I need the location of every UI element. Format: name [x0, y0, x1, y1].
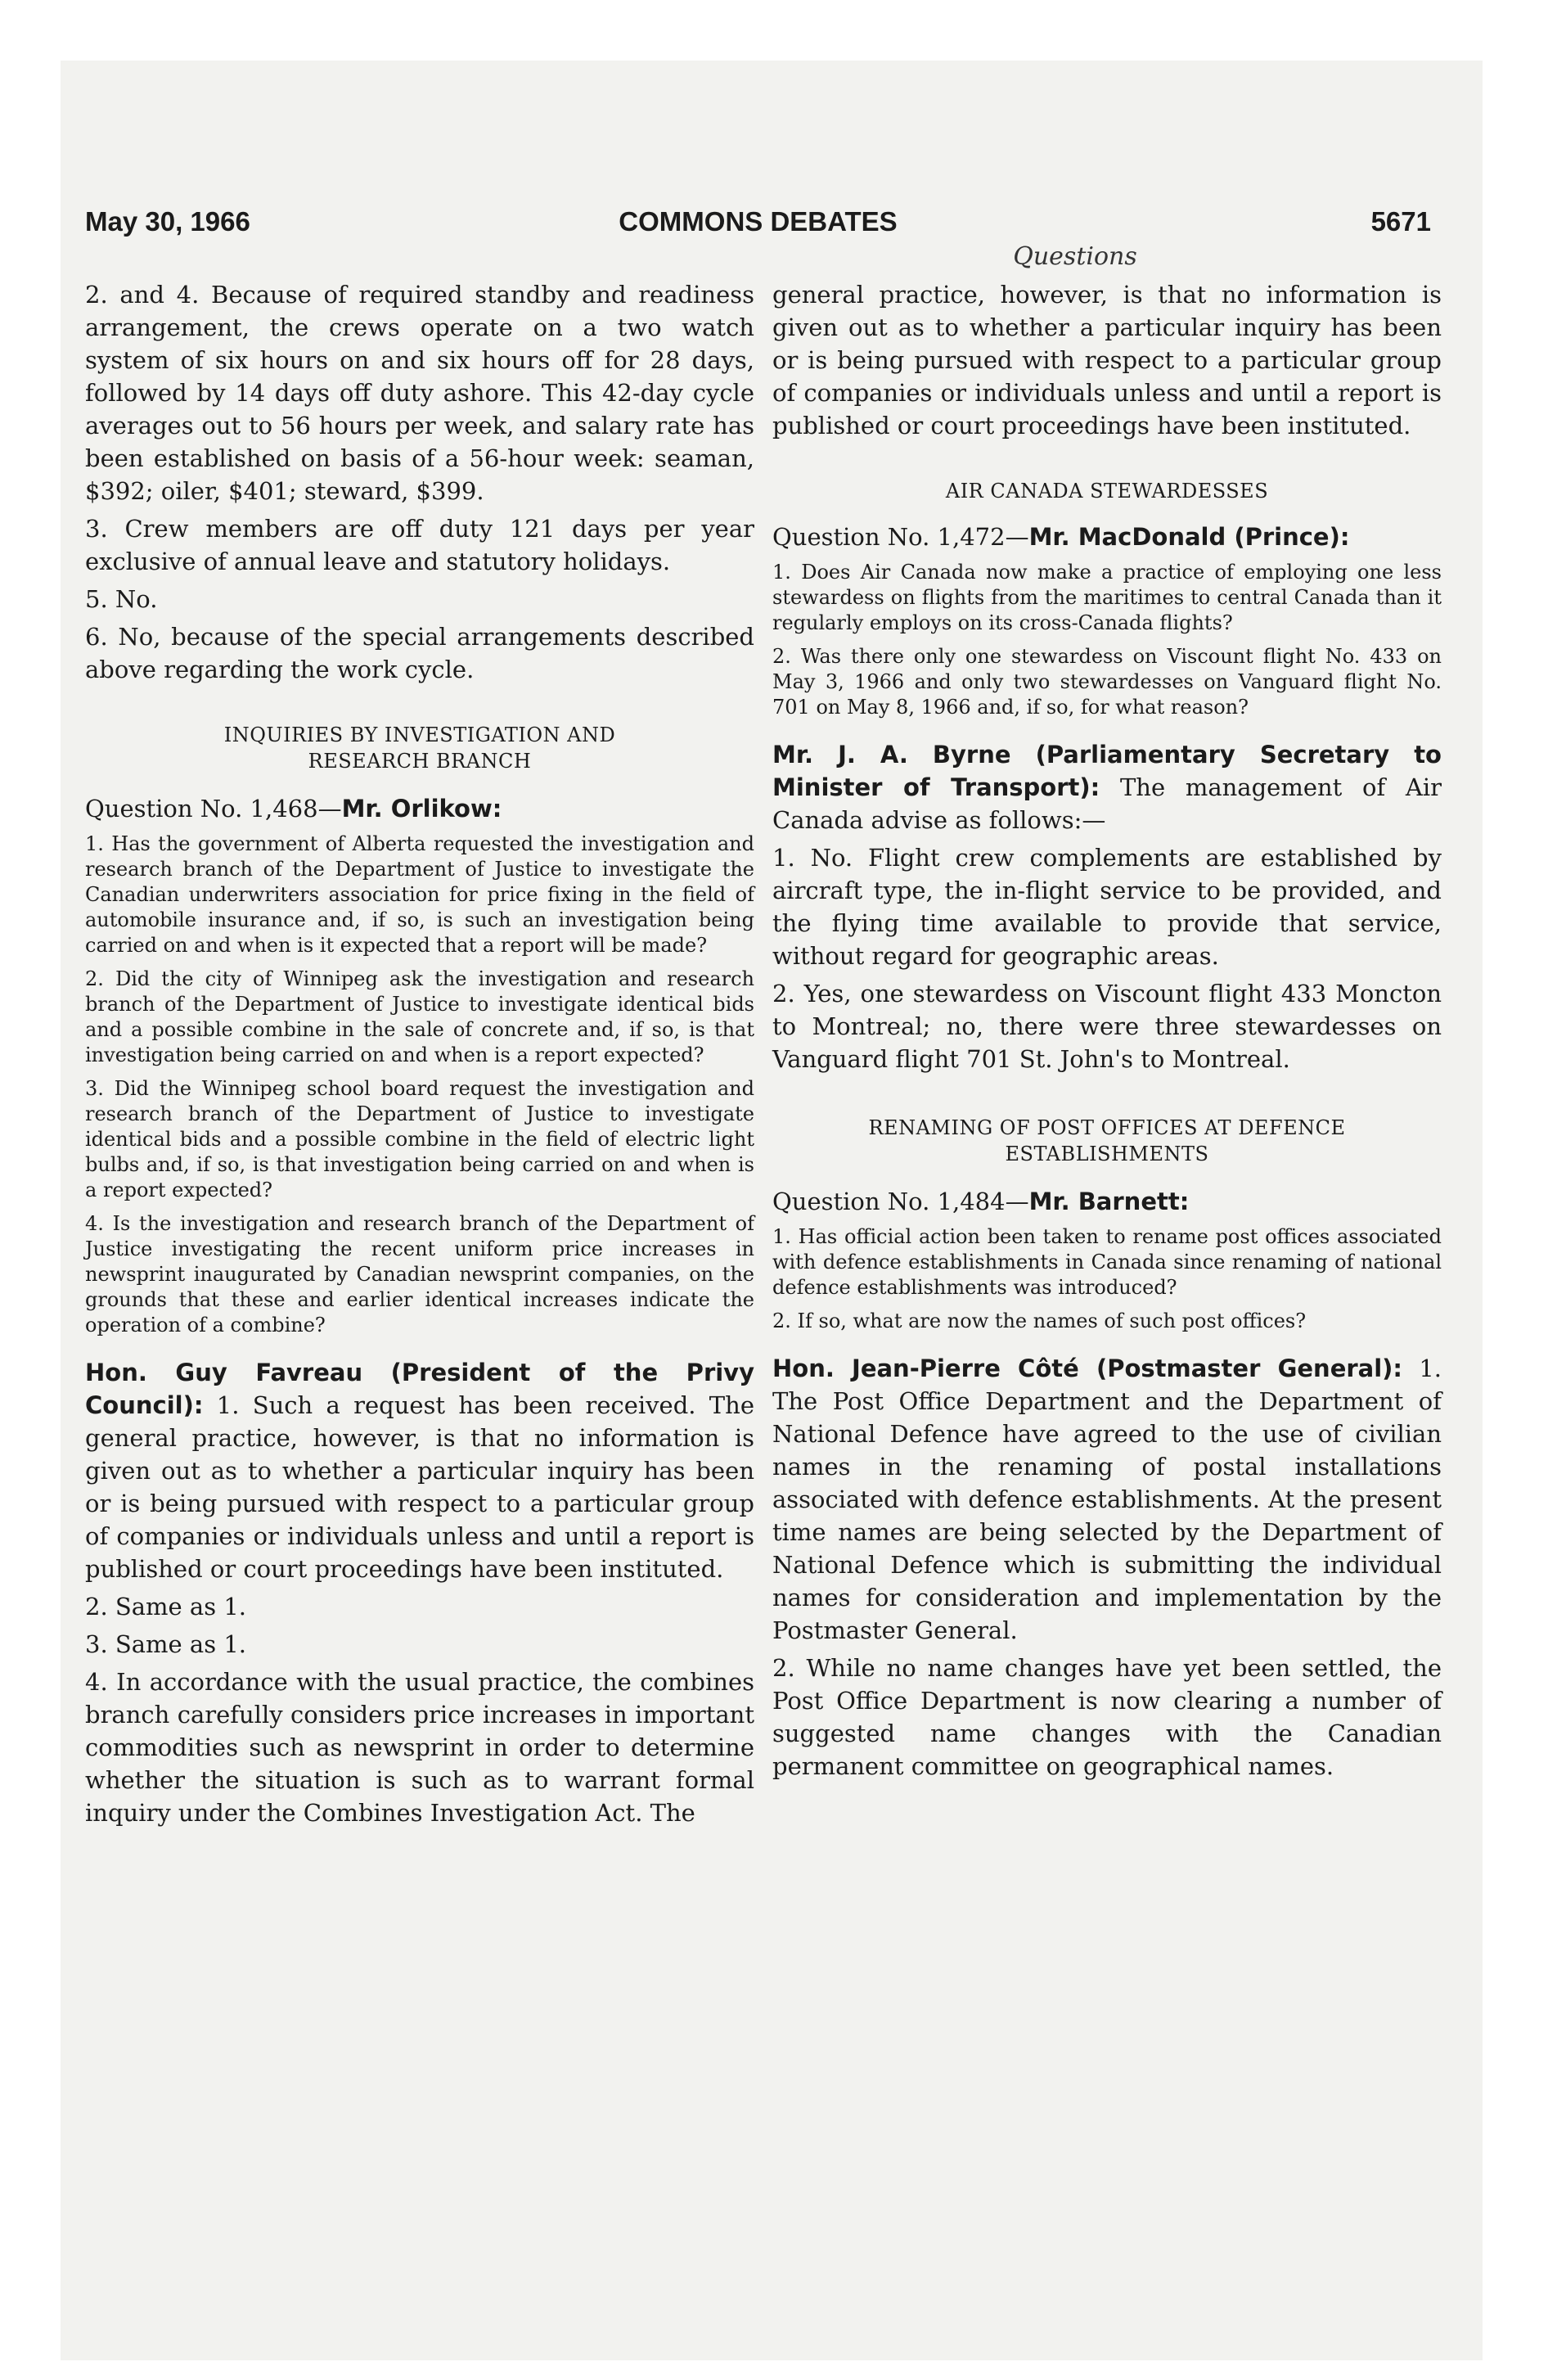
question-number: Question No. 1,468—	[85, 795, 342, 823]
right-column	[772, 278, 1442, 1783]
section-label: Questions	[1013, 242, 1137, 271]
paragraph: 2. and 4. Because of required standby and readiness arrangement, the crews operate on a two watch system of six hours on and six hours off for 28 days, followed by 14 days off duty ashore. This 42-day cycle averages out to 56 hours per week, and salary rate has been established on basis of a 56-hour week: seaman, $392; oiler, $401; steward, $399.	[85, 281, 754, 505]
question-item: 1. Has official action been taken to rename post offices associated with defence establishments in Canada since renaming of national defence establishments was introduced?	[772, 1225, 1442, 1299]
section-heading: RESEARCH BRANCH	[308, 750, 532, 773]
question-item: 2. If so, what are now the names of such post offices?	[772, 1309, 1307, 1332]
header-date: May 30, 1966	[85, 206, 250, 237]
header-page-number: 5671	[1370, 206, 1431, 237]
answer-text: The management of Air Canada advise as follows:—	[772, 773, 1442, 834]
question-item: 1. Has the government of Alberta requested the investigation and research branch of the Department of Justice to investigate the Canadian underwriters association for price fixing in the field of automobile insurance and, if so, is such an investigation being carried on and when is it expected that a report will be made?	[85, 832, 754, 957]
header-publication: COMMONS DEBATES	[619, 206, 898, 237]
paragraph: 2. Yes, one stewardess on Viscount flight 433 Moncton to Montreal; no, there were three stewardesses on Vanguard flight 701 St. John's to Montreal.	[772, 980, 1442, 1073]
paragraph: 5. No.	[85, 585, 158, 613]
running-header	[85, 206, 1431, 247]
answer-speaker: Hon. Guy Favreau (President of the Privy Council):	[85, 1359, 754, 1419]
question-number: Question No. 1,484—	[772, 1188, 1029, 1215]
question-item: 1. Does Air Canada now make a practice of employing one less stewardess on flights from the maritimes to central Canada than it regularly employs on its cross-Canada flights?	[772, 561, 1442, 634]
question-item: 2. Was there only one stewardess on Viscount flight No. 433 on May 3, 1966 and only two stewardesses on Vanguard flight No. 701 on May 8, 1966 and, if so, for what reason?	[772, 645, 1442, 719]
paragraph: 1. No. Flight crew complements are established by aircraft type, the in-flight service to be provided, and the flying time available to provide that service, without regard for geographic areas.	[772, 844, 1442, 970]
paragraph: 2. Same as 1.	[85, 1593, 246, 1620]
question-line	[772, 521, 1442, 553]
answer-speaker: Mr. J. A. Byrne (Parliamentary Secretary to Minister of Transport):	[772, 741, 1442, 801]
answer-text: 1. Such a request has been received. The general practice, however, is that no information is given out as to whether a particular inquiry has been or is being pursued with respect to a particular group of companies or individuals unless and until a report is published or court proceedings have been instituted.	[85, 1391, 754, 1583]
question-number: Question No. 1,472—	[772, 523, 1029, 551]
answer-paragraph	[772, 1352, 1442, 1647]
left-column	[85, 278, 754, 1829]
section-heading: ESTABLISHMENTS	[1005, 1143, 1209, 1165]
answer-text: 1. The Post Office Department and the Department of National Defence have agreed to the use of civilian names in the renaming of postal installations associated with defence establishments. At the present time names are being selected by the Department of National Defence which is submitting the individual names for consideration and implementation by the Postmaster General.	[772, 1355, 1442, 1644]
question-item: 2. Did the city of Winnipeg ask the investigation and research branch of the Department of Justice to investigate identical bids and a possible combine in the sale of concrete and, if so, is that investigation being carried on and when is a report expected?	[85, 967, 754, 1066]
question-item: 3. Did the Winnipeg school board request the investigation and research branch of the Department of Justice to investigate identical bids and a possible combine in the field of electric light bulbs and, if so, is that investigation being carried on and when is a report expected?	[85, 1077, 754, 1201]
paragraph: general practice, however, is that no information is given out as to whether a particular inquiry has been or is being pursued with respect to a particular group of companies or individuals unless and until a report is published or court proceedings have been instituted.	[772, 281, 1442, 439]
paragraph: 2. While no name changes have yet been settled, the Post Office Department is now clearing a number of suggested name changes with the Canadian permanent committee on geographical names.	[772, 1654, 1442, 1780]
question-item: 4. Is the investigation and research branch of the Department of Justice investigating the recent uniform price increases in newsprint inaugurated by Canadian newsprint companies, on the grounds that these and earlier identical increases indicate the operation of a combine?	[85, 1212, 754, 1336]
question-member: Mr. Barnett:	[1028, 1188, 1190, 1215]
section-heading: INQUIRIES BY INVESTIGATION AND	[223, 723, 616, 746]
paragraph: 3. Same as 1.	[85, 1630, 246, 1658]
answer-paragraph	[85, 1356, 754, 1585]
paragraph: 6. No, because of the special arrangements described above regarding the work cycle.	[85, 623, 754, 683]
paragraph: 4. In accordance with the usual practice, the combines branch carefully considers price increases in important commodities such as newsprint in order to determine whether the situation is such as to warrant formal inquiry under the Combines Investigation Act. The	[85, 1668, 754, 1827]
question-line	[772, 1185, 1442, 1218]
answer-speaker: Hon. Jean-Pierre Côté (Postmaster General):	[772, 1355, 1403, 1382]
section-heading: AIR CANADA STEWARDESSES	[945, 480, 1269, 503]
paragraph: 3. Crew members are off duty 121 days per year exclusive of annual leave and statutory holidays.	[85, 515, 754, 575]
section-heading: RENAMING OF POST OFFICES AT DEFENCE	[868, 1116, 1346, 1139]
answer-paragraph	[772, 738, 1442, 836]
question-member: Mr. MacDonald (Prince):	[1028, 523, 1350, 551]
question-member: Mr. Orlikow:	[341, 795, 502, 823]
question-line	[85, 792, 754, 825]
